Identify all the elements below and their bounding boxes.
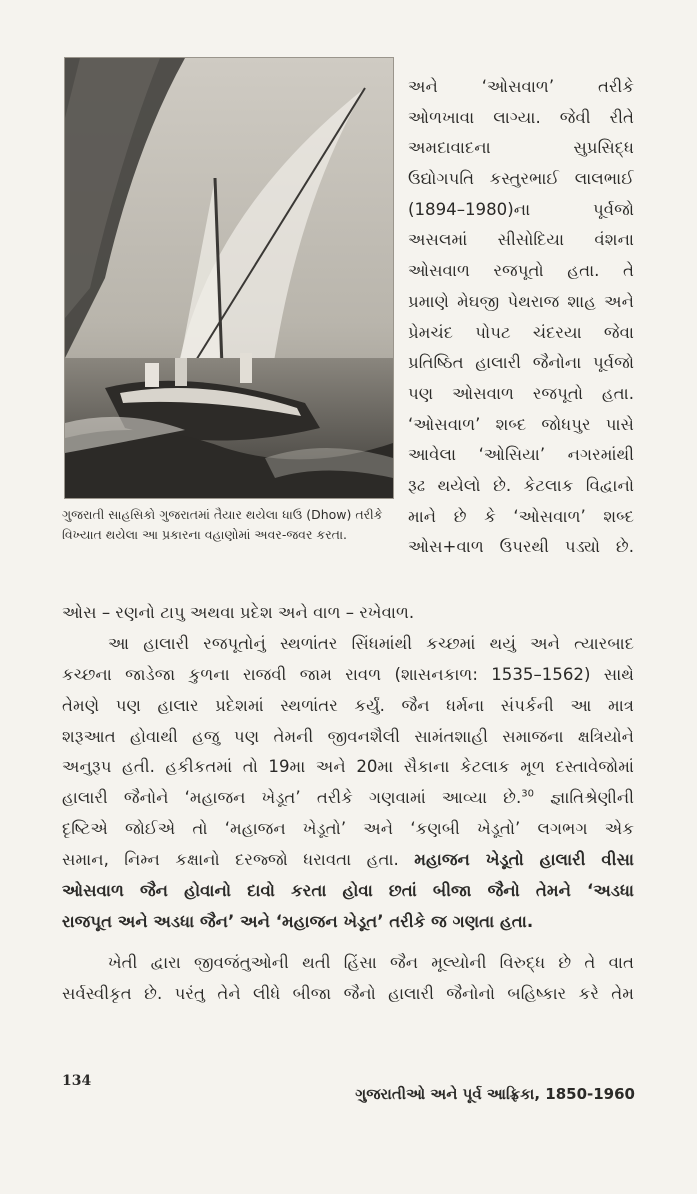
- bold-body-line: રાજપૂત અને અડધા જૈન’ અને ‘મહાજન ખેડૂત’ તરીકે જ ગણતા હતા.: [62, 911, 534, 931]
- side-line: પ્રમાણે મેઘજી પેથરાજ શાહ અને: [408, 291, 634, 311]
- body-line: ઓસ – રણનો ટાપુ અથવા પ્રદેશ અને વાળ – રખેવાળ.: [62, 603, 415, 622]
- side-column-text: [408, 72, 634, 563]
- side-line: પણ ઓસવાળ રજપૂતો હતા.: [408, 383, 634, 403]
- main-body-text: [62, 598, 634, 1010]
- side-line: માને છે કે ‘ઓસવાળ’ શબ્દ: [408, 506, 634, 526]
- side-line: પ્રેમચંદ પોપટ ચંદરયા જેવા: [408, 322, 634, 342]
- body-text-span: જ્ઞાતિશ્રેણીની: [534, 788, 634, 808]
- dhow-illustration: [65, 58, 393, 498]
- body-line: કચ્છના જાડેજા કુળના રાજવી જામ રાવળ (શાસનકાળ: 1535–1562) સાથે: [62, 664, 634, 684]
- body-line: અનુરૂપ હતી. હકીકતમાં તો 19મા અને 20મા સૈકાના કેટલાક મૂળ દસ્તાવેજોમાં: [62, 757, 634, 777]
- body-line: ખેતી દ્વારા જીવજંતુઓની થતી હિંસા જૈન મૂલ્યોની વિરુદ્ધ છે તે વાત: [108, 952, 634, 972]
- side-line: ઉદ્યોગપતિ કસ્તુરભાઈ લાલભાઈ: [408, 169, 634, 189]
- body-line: શરૂઆત હોવાથી હજુ પણ તેમની જીવનશૈલી સામંતશાહી સમાજના ક્ષત્રિયોને: [62, 726, 634, 746]
- side-line: અસલમાં સીસોદિયા વંશના: [408, 230, 634, 250]
- side-line: ઓળખાવા લાગ્યા. જેવી રીતે: [408, 107, 634, 127]
- body-line: દૃષ્ટિએ જોઈએ તો ‘મહાજન ખેડૂતો’ અને ‘કણબી ખેડૂતો’ લગભગ એક: [62, 819, 634, 839]
- bold-text-span: મહાજન ખેડૂતો હાલારી વીસા: [414, 850, 634, 870]
- page-number: 134: [62, 1073, 92, 1089]
- dhow-photograph: [64, 57, 394, 499]
- figure-caption: ગુજરાતી સાહસિકો ગુજરાતમાં તૈયાર થયેલા ધાઉ (Dhow) તરીકે વિખ્યાત થયેલા આ પ્રકારના વહાણોમાં અવર-જવર કરતા.: [62, 507, 383, 542]
- paragraph-gap: [62, 938, 634, 948]
- body-line: સર્વસ્વીકૃત છે. પરંતુ તેને લીધે બીજા જૈનો હાલારી જૈનોનો બહિષ્કાર કરે તેમ: [62, 983, 634, 1003]
- body-text-span: સમાન, નિમ્ન કક્ષાનો દરજ્જો ધરાવતા હતા.: [62, 850, 415, 870]
- side-line: આવેલા ‘ઓસિયા’ નગરમાંથી: [408, 445, 634, 465]
- running-footer-title: ગુજરાતીઓ અને પૂર્વ આફ્રિકા, 1850-1960: [355, 1085, 635, 1103]
- side-line: અને ‘ઓસવાળ’ તરીકે: [408, 77, 634, 96]
- side-line: (1894–1980)ના પૂર્વજો: [408, 199, 634, 219]
- body-text-span: હાલારી જૈનોને ‘મહાજન ખેડૂત’ તરીકે ગણવામાં આવ્યા છે.: [62, 788, 522, 808]
- side-line: અમદાવાદના સુપ્રસિદ્ધ: [408, 138, 634, 158]
- side-line: ‘ઓસવાળ’ શબ્દ જોધપુર પાસે: [408, 414, 634, 434]
- footnote-ref: 30: [521, 788, 535, 800]
- body-line: [62, 845, 634, 876]
- body-line: [62, 783, 634, 814]
- side-line: ઓસ+વાળ ઉપરથી પડ્યો છે.: [408, 537, 634, 557]
- side-line: રૂઢ થયેલો છે. કેટલાક વિદ્વાનો: [408, 475, 634, 495]
- bold-body-line: ઓસવાળ જૈન હોવાનો દાવો કરતા હોવા છતાં બીજા જૈનો તેમને ‘અડધા: [62, 881, 634, 901]
- body-line: આ હાલારી રજપૂતોનું સ્થળાંતર સિંધમાંથી કચ્છમાં થયું અને ત્યારબાદ: [108, 633, 634, 653]
- side-line: ઓસવાળ રજપૂતો હતા. તે: [408, 261, 634, 281]
- body-line: તેમણે પણ હાલાર પ્રદેશમાં સ્થળાંતર કર્યું. જૈન ધર્મના સંપર્કની આ માત્ર: [62, 695, 634, 715]
- side-line: પ્રતિષ્ઠિત હાલારી જૈનોના પૂર્વજો: [408, 353, 634, 373]
